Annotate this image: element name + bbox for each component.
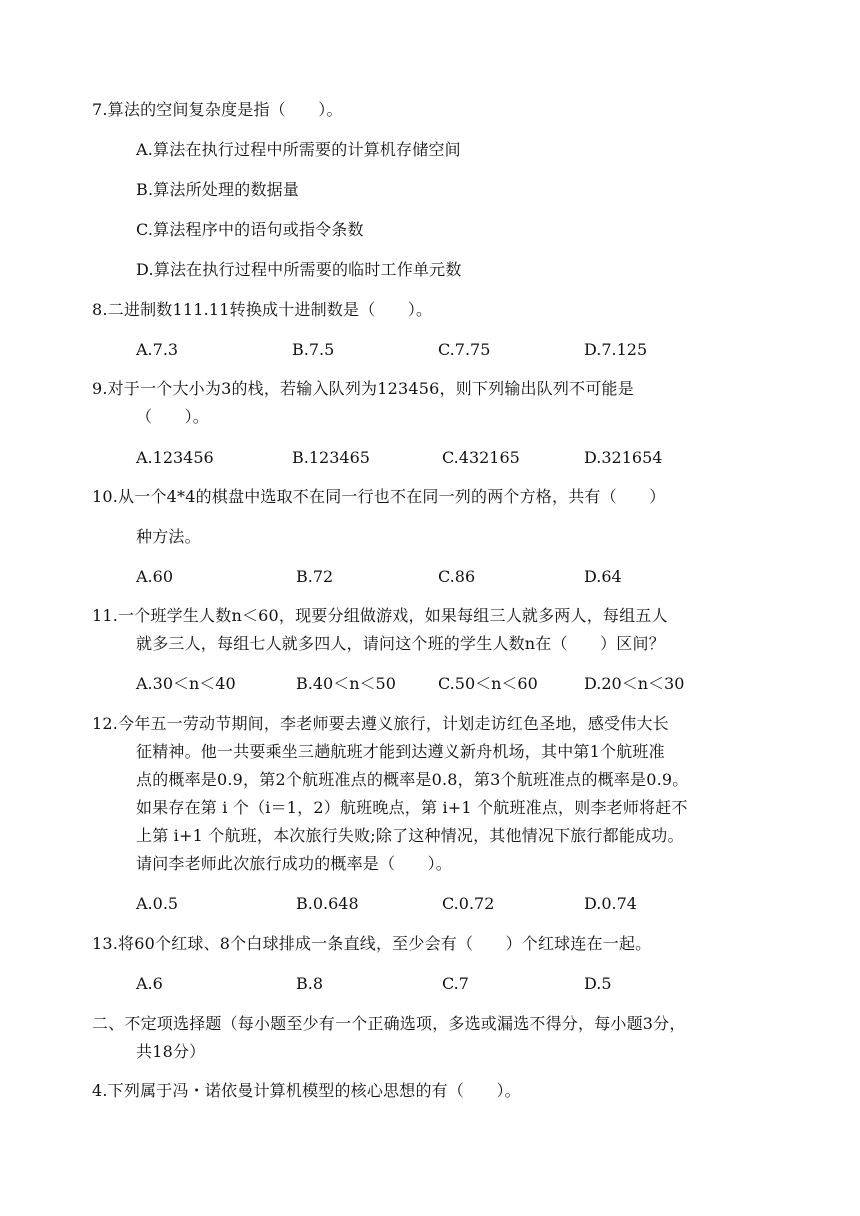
q12-option-b: B.0.648 xyxy=(296,894,359,913)
q8-stem: 8.二进制数111.11转换成十进制数是（ ）。 xyxy=(92,300,433,319)
q12-option-a: A.0.5 xyxy=(136,894,179,913)
q12-stem-line-5: 上第 i+1 个航班，本次旅行失败;除了这种情况，其他情况下旅行都能成功。 xyxy=(136,826,684,845)
q12-stem-line-6: 请问李老师此次旅行成功的概率是（ ）。 xyxy=(136,854,453,873)
q9-stem-line-2: （ ）。 xyxy=(136,407,210,426)
q7-option-d: D.算法在执行过程中所需要的临时工作单元数 xyxy=(136,260,462,279)
q11-option-a: A.30＜n＜40 xyxy=(136,674,236,693)
q13-option-b: B.8 xyxy=(296,974,324,993)
q12-stem-line-1: 12.今年五一劳动节期间，李老师要去遵义旅行，计划走访红色圣地，感受伟大长 xyxy=(92,714,669,733)
q10-option-a: A.60 xyxy=(136,567,173,586)
section-2-heading-line-1: 二、不定项选择题（每小题至少有一个正确选项，多选或漏选不得分，每小题3分， xyxy=(92,1014,686,1033)
q11-option-d: D.20＜n＜30 xyxy=(584,674,685,693)
q9-option-c: C.432165 xyxy=(442,448,520,467)
q11-stem-line-2: 就多三人，每组七人就多四人，请问这个班的学生人数n在（ ）区间？ xyxy=(136,634,665,653)
q8-option-b: B.7.5 xyxy=(292,340,335,359)
q10-option-c: C.86 xyxy=(438,567,476,586)
q8-option-d: D.7.125 xyxy=(584,340,648,359)
q7-option-b: B.算法所处理的数据量 xyxy=(136,180,300,199)
q13-option-c: C.7 xyxy=(442,974,469,993)
q7-stem: 7.算法的空间复杂度是指（ ）。 xyxy=(92,100,343,119)
q8-option-a: A.7.3 xyxy=(136,340,179,359)
q7-option-c: C.算法程序中的语句或指令条数 xyxy=(136,220,364,239)
q12-option-c: C.0.72 xyxy=(442,894,495,913)
q12-option-d: D.0.74 xyxy=(584,894,637,913)
q9-option-d: D.321654 xyxy=(584,448,663,467)
q13-option-a: A.6 xyxy=(136,974,163,993)
q9-option-b: B.123465 xyxy=(292,448,370,467)
q8-option-c: C.7.75 xyxy=(438,340,491,359)
q12-stem-line-3: 点的概率是0.9，第2个航班准点的概率是0.8，第3个航班准点的概率是0.9。 xyxy=(136,770,689,789)
q13-stem: 13.将60个红球、8个白球排成一条直线，至少会有（ ）个红球连在一起。 xyxy=(92,934,652,953)
q12-stem-line-2: 征精神。他一共要乘坐三趟航班才能到达遵义新舟机场，其中第1个航班准 xyxy=(136,742,665,761)
q11-option-b: B.40＜n＜50 xyxy=(296,674,396,693)
q11-stem-line-1: 11.一个班学生人数n＜60，现要分组做游戏，如果每组三人就多两人，每组五人 xyxy=(92,606,668,625)
section-2-q4-stem: 4.下列属于冯・诺依曼计算机模型的核心思想的有（ ）。 xyxy=(92,1081,521,1100)
q9-stem-line-1: 9.对于一个大小为3的栈，若输入队列为123456，则下列输出队列不可能是 xyxy=(92,379,634,398)
q12-stem-line-4: 如果存在第 i 个（i＝1，2）航班晚点，第 i+1 个航班准点，则李老师将赶不 xyxy=(136,798,688,817)
q10-stem-line-1: 10.从一个4*4的棋盘中选取不在同一行也不在同一列的两个方格，共有（ ） xyxy=(92,487,666,506)
q10-option-d: D.64 xyxy=(584,567,622,586)
q10-stem-line-2: 种方法。 xyxy=(136,527,201,546)
q7-option-a: A.算法在执行过程中所需要的计算机存储空间 xyxy=(136,140,461,159)
section-2-heading-line-2: 共18分） xyxy=(136,1042,206,1061)
q10-option-b: B.72 xyxy=(296,567,334,586)
q11-option-c: C.50＜n＜60 xyxy=(438,674,538,693)
q9-option-a: A.123456 xyxy=(136,448,214,467)
q13-option-d: D.5 xyxy=(584,974,612,993)
